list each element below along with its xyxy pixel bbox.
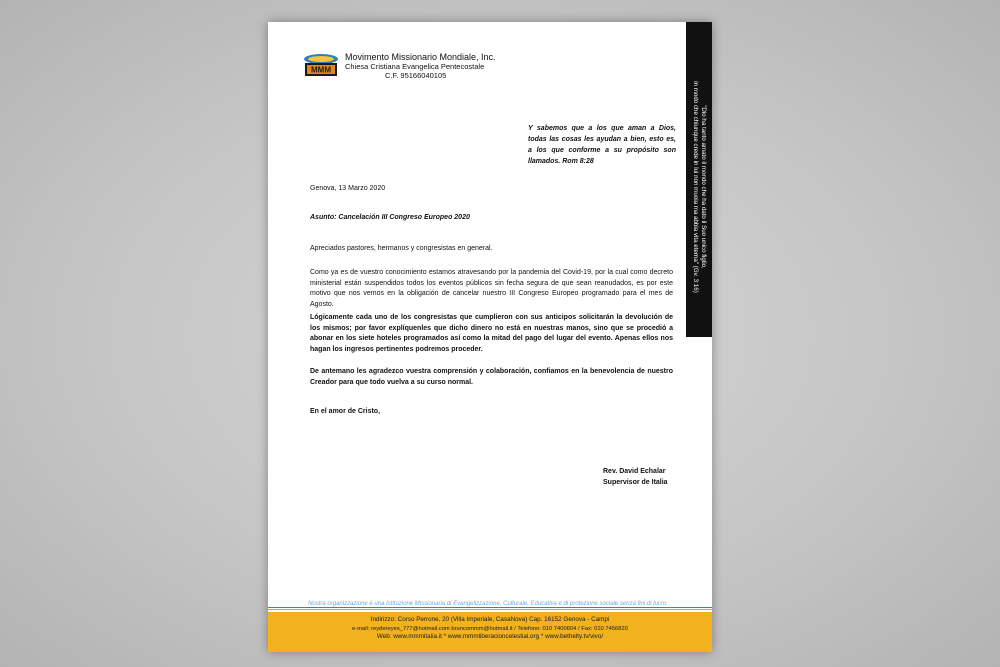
letter-closing: En el amor de Cristo, <box>310 408 381 415</box>
footer-band <box>268 612 712 652</box>
org-name: Movimento Missionario Mondiale, Inc. <box>345 52 496 62</box>
letter-page <box>268 22 712 652</box>
paragraph-1: Como ya es de vuestro conocimiento estamos atravesando por la pandemia del Covid-19, por la cual como decreto ministerial están suspendidos todos los eventos públicos sin fecha segura de que sean reanudados, es por este motivo que nos vemos en la obligación de cancelar nuestro III Congreso Europeo programado para el mes de Agosto. <box>310 269 673 308</box>
letter-date: Genova, 13 Marzo 2020 <box>310 185 386 192</box>
signature-title: Supervisor de Italia <box>603 479 668 486</box>
church-name: Chiesa Cristiana Evangelica Pentecostale <box>345 62 485 71</box>
sidebar-verse: "Dio ha tanto amato il mondo che ha dato il Suo unico figlio, in modo che chiunque crede in lui non muoia ma abbia vita eterna" (Gv. 3:16) <box>692 81 707 293</box>
letterhead <box>345 53 496 80</box>
letter-subject: Asunto: Cancelación III Congreso Europeo 2020 <box>310 214 470 221</box>
footer-address: Indirizzo: Corso Perrone, 20 (Villa Imperiale, CasaNova) Cap. 16152 Genova - Campi <box>370 616 610 623</box>
fiscal-code: C.F. 95166040105 <box>385 71 447 80</box>
footer-contacts: e-mail: reydereyes_777@hotmail.com bruncommm@hotmail.it / Telefono: 010 7400604 / Fax: 010 7456820 <box>352 625 628 632</box>
mmm-logo <box>302 52 340 78</box>
letter-greeting: Apreciados pastores, hermanos y congresistas en general. <box>310 245 493 252</box>
footer-rule-blue <box>268 607 712 608</box>
svg-text:MMM: MMM <box>311 65 331 75</box>
paragraph-2: Lógicamente cada uno de los congresistas que cumplieron con sus anticipos solicitarán la devolución de los mismos; por favor explíquenles que dicho dinero no está en nuestras manos, sino que se procedió a abonar en los siete hoteles programados así como la mitad del pago del lugar del evento. Apenas ellos nos hagan los ingresos pertinentes podremos proceder. <box>310 314 673 353</box>
paragraph-3: De antemano les agradezco vuestra comprensión y colaboración, confiamos en la benevolencia de nuestro Creador para que todo vuelva a su curso normal. <box>310 368 673 386</box>
footer-web: Web: www.mmmitalia.it * www.mmmliberacioncelestial.org * www.bethelty.tv/vivo/ <box>376 633 604 640</box>
signature-name: Rev. David Echalar <box>603 468 666 475</box>
mission-statement: Nostra organizzazione è una Istituzione Missionaria di Evangelizzazione, Culturale, Educativa e di protezione sociale senza fini di lucro. <box>308 601 668 607</box>
footer-rule-gold <box>268 609 712 610</box>
bible-verse: Y sabemos que a los que aman a Dios, todas las cosas les ayudan a bien, esto es, a los que conforme a su propósito son llamados. Rom 8:28 <box>528 125 676 165</box>
